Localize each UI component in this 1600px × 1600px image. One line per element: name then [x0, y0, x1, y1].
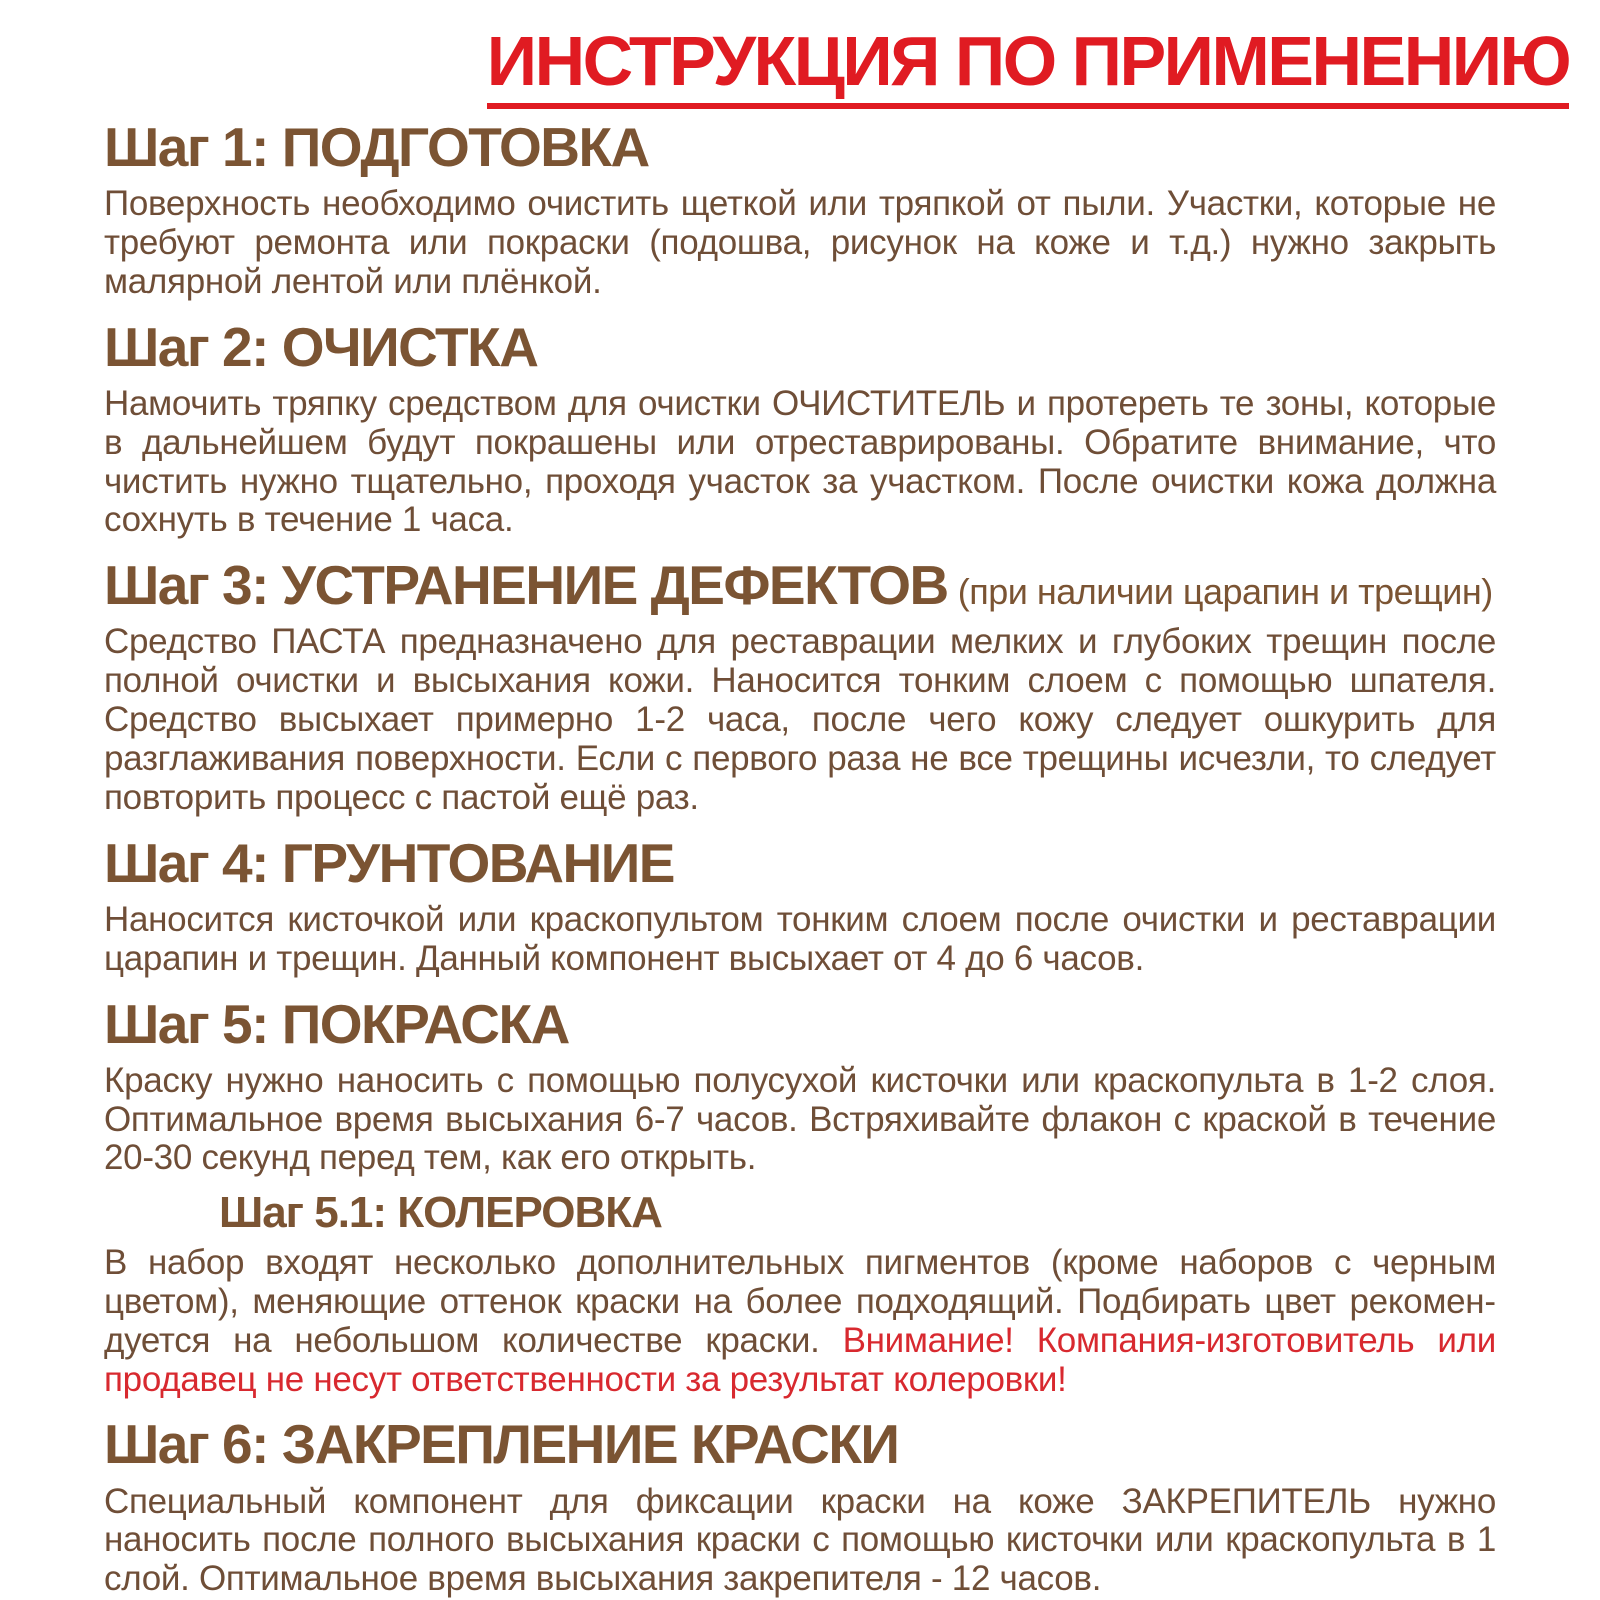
step-3-heading-note: (при наличии царапин и трещин) — [957, 571, 1493, 613]
step-3-body: Средство ПАСТА предназначено для реставрации мелких и глубоких трещин после полной очистки и высыхания кожи. Наносится тонким слоем с помощью шпателя. Средство высыхает примерно 1-2 часа, после чего кожу следует ошкурить для разглаживания поверхности. Если с первого раза не все трещины исчезли, то следует повторить процесс с пастой ещё раз. — [104, 622, 1496, 817]
section-step-3 — [104, 554, 1496, 817]
step-5-1-body-text: В набор входят несколько дополнительных пигментов (кроме наборов с черным цветом), меняющие оттенок краски на более подходящий. Подбирать цвет рекомендуется на небольшом количестве краски. — [104, 1243, 1496, 1360]
step-2-body: Намочить тряпку средством для очистки ОЧИСТИТЕЛЬ и протереть те зоны, которые в дальнейшем будут покрашены или отреставрированы. Обратите внимание, что чистить нужно тщательно, проходя участок за участком. После очистки кожа должна сохнуть в течение 1 часа. — [104, 383, 1496, 540]
step-5-1-warning-text: Внимание! Компания-изготовитель или продавец не несут ответственности за результат колеровки! — [104, 1320, 1496, 1399]
step-1-body: Поверхность необходимо очистить щеткой или тряпкой от пыли. Участки, которые не требуют ремонта или покраски (подошва, рисунок на коже и т.д.) нужно закрыть малярной лентой или плёнкой. — [104, 184, 1496, 301]
section-step-1 — [104, 116, 1496, 302]
section-step-4 — [104, 831, 1496, 979]
section-step-2 — [104, 315, 1496, 541]
step-4-body: Наносится кисточкой или краскопультом тонким слоем после очистки и реставрации царапин и трещин. Данный компонент высыхает от 4 до 6 часов. — [104, 899, 1496, 978]
step-4-heading: Шаг 4: ГРУНТОВАНИЕ — [104, 831, 674, 894]
step-5-body: Краску нужно наносить с помощью полусухой кисточки или краскопульта в 1-2 слоя. Оптимальное время высыхания 6-7 часов. Встряхивайте флакон с краской в течение 20-30 секунд перед тем, как его открыть. — [104, 1060, 1496, 1178]
step-3-heading — [104, 554, 1496, 617]
section-step-6 — [104, 1413, 1496, 1599]
section-step-5-1 — [104, 1190, 1496, 1399]
title-row — [104, 22, 1570, 109]
step-3-heading-text: Шаг 3: УСТРАНЕНИЕ ДЕФЕКТОВ — [104, 554, 948, 617]
step-5-1-body — [104, 1244, 1496, 1399]
step-6-body: Специальный компонент для фиксации краски на коже ЗАКРЕПИТЕЛЬ нужно наносить после полного высыхания краски с помощью кисточки или краскопульта в 1 слой. Оптимальное время высыхания закрепителя - 12 часов. — [104, 1481, 1496, 1599]
step-1-heading: Шаг 1: ПОДГОТОВКА — [104, 116, 649, 178]
page-title: ИНСТРУКЦИЯ ПО ПРИМЕНЕНИЮ — [487, 26, 1570, 109]
step-2-heading: Шаг 2: ОЧИСТКА — [104, 315, 538, 378]
step-5-heading: Шаг 5: ПОКРАСКА — [104, 992, 569, 1055]
step-6-heading: Шаг 6: ЗАКРЕПЛЕНИЕ КРАСКИ — [104, 1413, 899, 1476]
section-step-5 — [104, 992, 1496, 1179]
step-5-1-heading: Шаг 5.1: КОЛЕРОВКА — [219, 1188, 662, 1238]
